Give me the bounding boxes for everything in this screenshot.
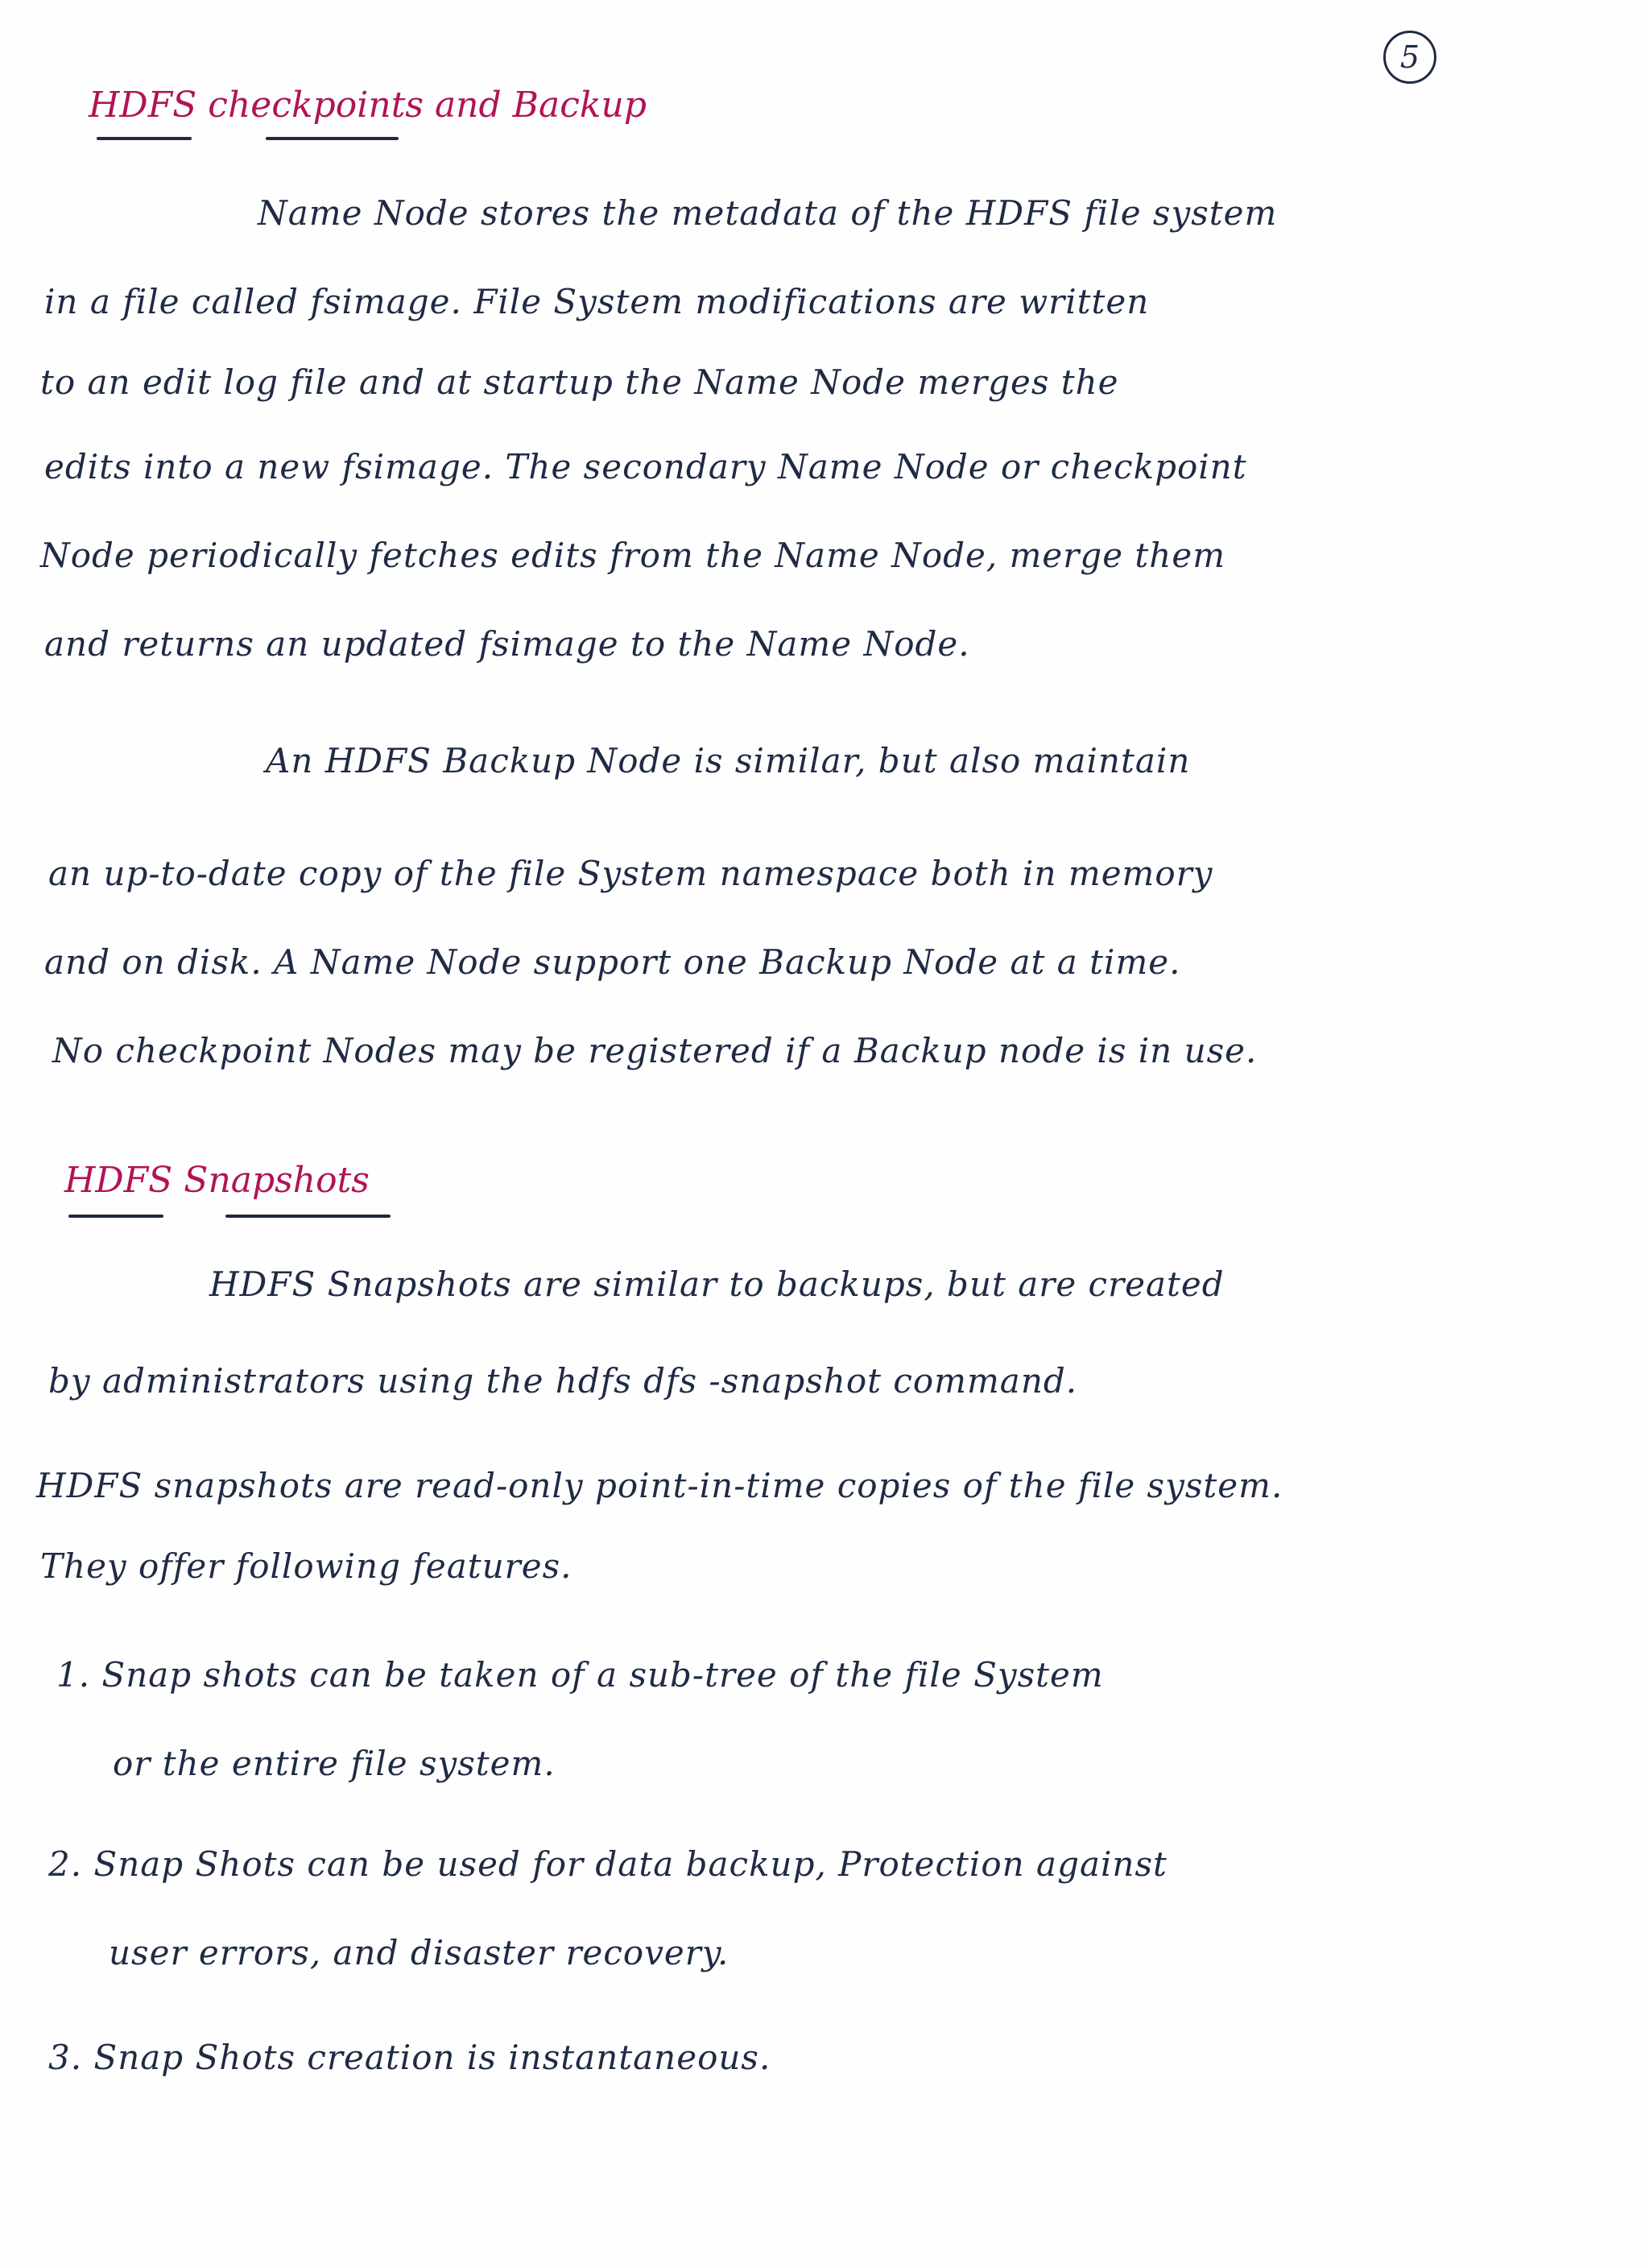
- heading-underline: [266, 137, 399, 140]
- section-heading-snapshots: HDFS Snapshots: [64, 1160, 370, 1201]
- text-line: to an edit log file and at startup the Name Node merges the: [40, 362, 1119, 402]
- text-line: Node periodically fetches edits from the Name Node, merge them: [40, 536, 1226, 575]
- text-line: and on disk. A Name Node support one Backup Node at a time.: [44, 942, 1181, 982]
- list-item-line: 2. Snap Shots can be used for data backup, Protection against: [48, 1844, 1168, 1884]
- section-heading-checkpoints: HDFS checkpoints and Backup: [89, 85, 647, 126]
- list-item-line: 3. Snap Shots creation is instantaneous.: [48, 2038, 771, 2077]
- heading-underline: [97, 137, 192, 140]
- heading-underline: [68, 1215, 163, 1218]
- heading-underline: [225, 1215, 391, 1218]
- text-line: and returns an updated fsimage to the Name Node.: [44, 624, 970, 664]
- list-item-line: 1. Snap shots can be taken of a sub-tree of the file System: [56, 1655, 1104, 1695]
- text-line: an up-to-date copy of the file System namespace both in memory: [48, 854, 1213, 893]
- text-line: No checkpoint Nodes may be registered if a Backup node is in use.: [52, 1031, 1258, 1070]
- text-line: by administrators using the hdfs dfs -snapshot command.: [48, 1361, 1078, 1401]
- list-item-line: user errors, and disaster recovery.: [109, 1933, 729, 1972]
- list-item-line: or the entire file system.: [113, 1744, 556, 1783]
- text-line: in a file called fsimage. File System modifications are written: [44, 282, 1150, 321]
- text-line: HDFS snapshots are read-only point-in-time copies of the file system.: [36, 1466, 1283, 1505]
- text-line: HDFS Snapshots are similar to backups, but are created: [209, 1264, 1225, 1304]
- text-line: edits into a new fsimage. The secondary Name Node or checkpoint: [44, 447, 1247, 486]
- page-number: 5: [1383, 31, 1436, 84]
- text-line: An HDFS Backup Node is similar, but also maintain: [266, 741, 1191, 780]
- text-line: Name Node stores the metadata of the HDFS file system: [258, 193, 1278, 233]
- text-line: They offer following features.: [40, 1546, 572, 1586]
